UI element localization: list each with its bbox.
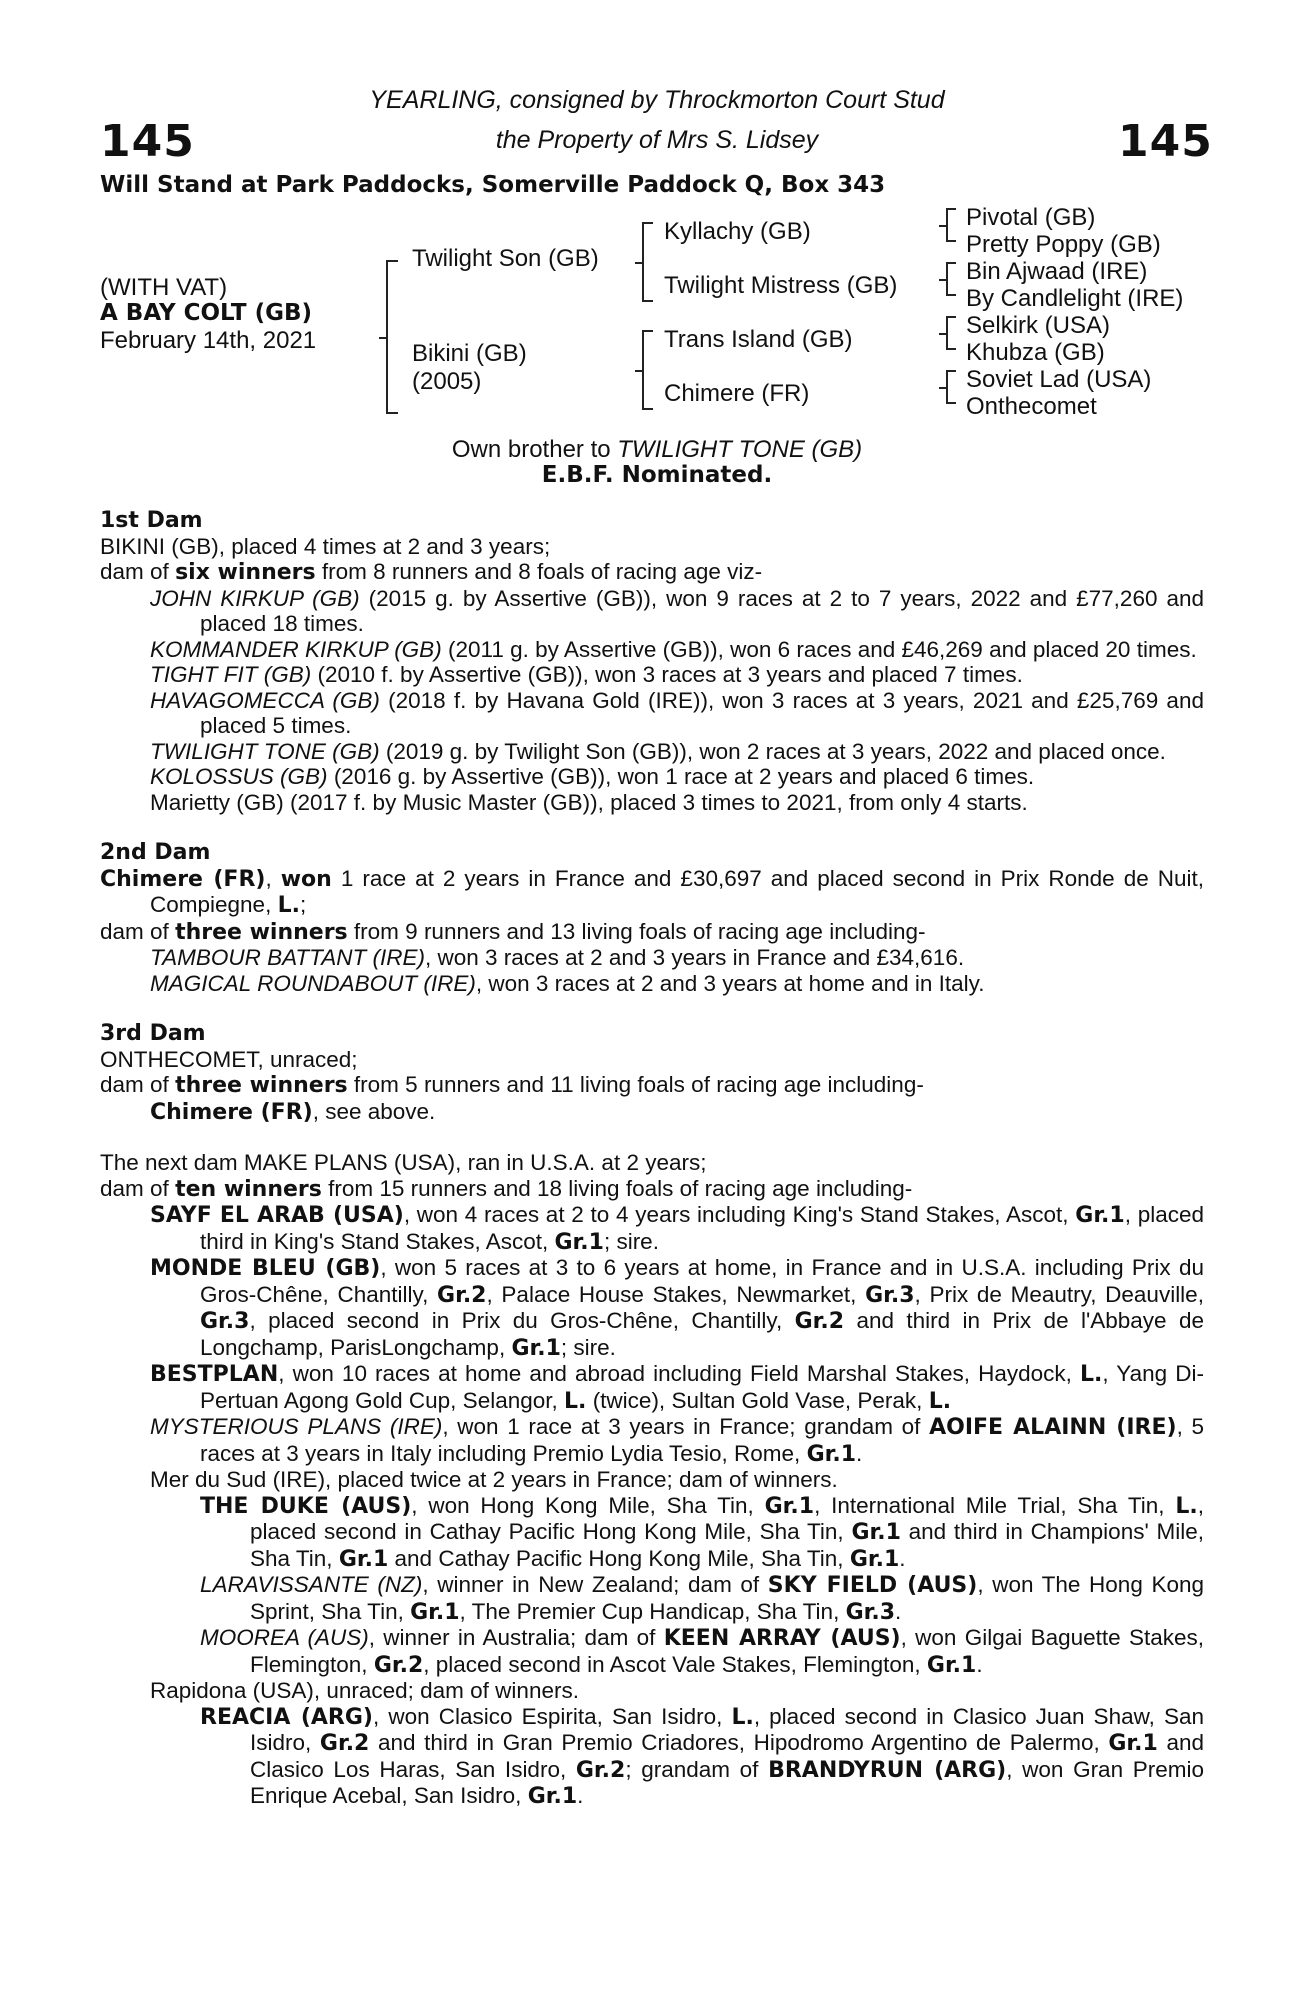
brace-sire [642,222,653,302]
dam-dam: Chimere (FR) [664,380,810,407]
dam-dam-dam: Onthecomet [966,393,1097,420]
property-line: the Property of Mrs S. Lidsey [495,126,819,154]
sayf-el-arab: SAYF EL ARAB (USA), won 4 races at 2 to 4 years including King's Stand Stakes, Ascot, Gr.1, placed third in King's Stand Stakes, Ascot, Gr.1; sire. [150,1202,1204,1255]
sire-dam-sire: Bin Ajwaad (IRE) [966,258,1148,285]
sire-sire-sire: Pivotal (GB) [966,204,1096,231]
sire-dam-dam: By Candlelight (IRE) [966,285,1184,312]
brace-sd [946,262,956,296]
produce-2: KOMMANDER KIRKUP (GB) (2011 g. by Assertive (GB)), won 6 races and £46,269 and placed 20 times. [150,636,1197,662]
the-duke: THE DUKE (AUS), won Hong Kong Mile, Sha Tin, Gr.1, International Mile Trial, Sha Tin, L., placed second in Cathay Pacific Hong Kong Mile, Sha Tin, Gr.1 and third in Champions' Mile, Sha Tin, Gr.1 and Cathay Pacific Hong Kong Mile, Sha Tin, Gr.1. [200,1492,1204,1572]
date-of-birth: February 14th, 2021 [100,327,317,354]
dam-sire-dam: Khubza (GB) [966,339,1105,366]
vat-note: (WITH VAT) [100,274,228,301]
produce-3: TIGHT FIT (GB) (2010 f. by Assertive (GB)), won 3 races at 3 years and placed 7 times. [150,662,1023,687]
fourth-dam-intro: The next dam MAKE PLANS (USA), ran in U.S.A. at 2 years; [100,1150,707,1175]
second-dam-heading: 2nd Dam [100,840,211,865]
produce-6: KOLOSSUS (GB) (2016 g. by Assertive (GB)), won 1 race at 2 years and placed 6 times. [150,764,1035,789]
sire-dam: Twilight Mistress (GB) [664,272,898,299]
consignor-line: YEARLING, consigned by Throckmorton Court Stud [369,86,945,114]
subject-horse: A BAY COLT (GB) [100,300,313,326]
first-dam-heading: 1st Dam [100,508,203,533]
rapidona: Rapidona (USA), unraced; dam of winners. [150,1678,579,1703]
stand-location: Will Stand at Park Paddocks, Somerville Paddock Q, Box 343 [100,172,886,198]
reacia: REACIA (ARG), won Clasico Espirita, San Isidro, L., placed second in Clasico Juan Shaw, San Isidro, Gr.2 and third in Gran Premio Criadores, Hipodromo Argentino de Palermo, Gr.1 and Clasico Los Haras, San Isidro, Gr.2; grandam of BRANDYRUN (ARG), won Gran Premio Enrique Acebal, San Isidro, Gr.1. [200,1703,1205,1809]
produce-5: TWILIGHT TONE (GB) (2019 g. by Twilight Son (GB)), won 2 races at 3 years, 2022 and placed once. [150,738,1166,764]
second-dam-produce-2: MAGICAL ROUNDABOUT (IRE), won 3 races at 2 and 3 years at home and in Italy. [150,970,985,996]
dam-year: (2005) [412,368,482,395]
third-dam-summary: dam of three winners from 5 runners and 11 living foals of racing age including- [100,1072,924,1098]
fourth-dam-summary: dam of ten winners from 15 runners and 18 living foals of racing age including- [100,1175,913,1202]
lot-number-right: 145 [1118,116,1213,167]
produce-4: HAVAGOMECCA (GB) (2018 f. by Havana Gold (IRE)), won 3 races at 3 years, 2021 and £25,769 and placed 5 times. [150,687,1204,738]
brace-parents [386,260,398,414]
third-dam-heading: 3rd Dam [100,1021,206,1046]
dam: Bikini (GB) [412,340,527,367]
third-dam-intro: ONTHECOMET, unraced; [100,1046,358,1072]
sire-sire-dam: Pretty Poppy (GB) [966,231,1161,258]
sire-sire: Kyllachy (GB) [664,218,811,245]
dam-sire: Trans Island (GB) [664,326,853,353]
brace-ds [946,316,956,350]
moorea: MOOREA (AUS), winner in Australia; dam of KEEN ARRAY (AUS), won Gilgai Baguette Stakes, Flemington, Gr.2, placed second in Ascot Vale Stakes, Flemington, Gr.1. [200,1625,1204,1678]
produce-1: JOHN KIRKUP (GB) (2015 g. by Assertive (GB)), won 9 races at 2 to 7 years, 2022 and £77,260 and placed 18 times. [150,585,1204,636]
brace-ss [946,208,956,242]
second-dam-intro: Chimere (FR), won 1 race at 2 years in France and £30,697 and placed second in Prix Ronde de Nuit, Compiegne, L.; [100,865,1204,918]
second-dam-summary: dam of three winners from 9 runners and 13 living foals of racing age including- [100,918,926,945]
third-dam-produce: Chimere (FR), see above. [150,1098,436,1125]
sire: Twilight Son (GB) [412,245,599,272]
mer-du-sud: Mer du Sud (IRE), placed twice at 2 years in France; dam of winners. [150,1467,838,1492]
mysterious-plans: MYSTERIOUS PLANS (IRE), won 1 race at 3 years in France; grandam of AOIFE ALAINN (IRE), 5 races at 3 years in Italy including Premio Lydia Tesio, Rome, Gr.1. [150,1414,1204,1467]
first-dam-summary: dam of six winners from 8 runners and 8 foals of racing age viz- [100,559,763,585]
own-brother-note: Own brother to TWILIGHT TONE (GB) [451,436,863,463]
brace-dd [946,370,956,404]
first-dam-intro: BIKINI (GB), placed 4 times at 2 and 3 years; [100,533,551,559]
brace-dam [642,330,653,410]
own-brother-horse: TWILIGHT TONE (GB) [617,436,863,463]
bestplan: BESTPLAN, won 10 races at home and abroad including Field Marshal Stakes, Haydock, L., Yang Di- Pertuan Agong Gold Cup, Selangor, L. (twice), Sultan Gold Vase, Perak, L. [150,1361,1205,1414]
dam-dam-sire: Soviet Lad (USA) [966,366,1152,393]
family-text [100,508,1204,1810]
monde-bleu: MONDE BLEU (GB), won 5 races at 3 to 6 years at home, in France and in U.S.A. including Prix du Gros-Chêne, Chantilly, Gr.2, Palace House Stakes, Newmarket, Gr.3, Prix de Meautry, Deauville, Gr.3, placed second in Prix du Gros-Chêne, Chantilly, Gr.2 and third in Prix de l'Abbaye de Longchamp, ParisLongchamp, Gr.1; sire. [150,1255,1204,1361]
second-dam-produce-1: TAMBOUR BATTANT (IRE), won 3 races at 2 and 3 years in France and £34,616. [150,945,965,970]
produce-7: Marietty (GB) (2017 f. by Music Master (GB)), placed 3 times to 2021, from only 4 starts. [150,789,1028,815]
dam-sire-sire: Selkirk (USA) [966,312,1111,339]
lot-number-left: 145 [100,116,195,167]
ebf-nominated: E.B.F. Nominated. [541,462,773,488]
laravissante: LARAVISSANTE (NZ), winner in New Zealand; dam of SKY FIELD (AUS), won The Hong Kong Sprint, Sha Tin, Gr.1, The Premier Cup Handicap, Sha Tin, Gr.3. [200,1572,1204,1625]
